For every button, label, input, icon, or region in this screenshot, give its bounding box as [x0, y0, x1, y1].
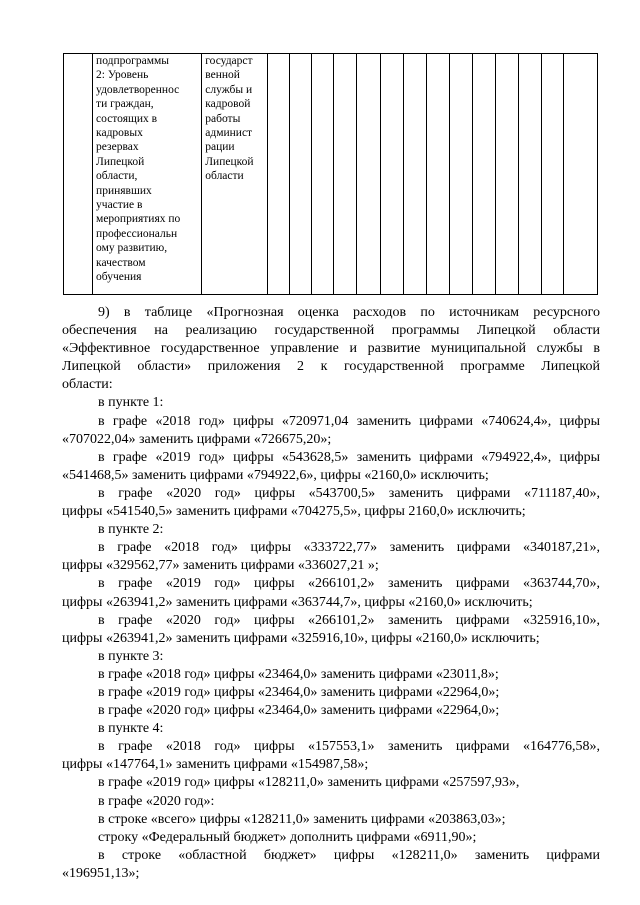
cell-line: работы	[205, 112, 241, 125]
text-line: в графе «2018 год» цифры «157553,1» заменить цифрами «164776,58»,	[98, 739, 600, 755]
text-line: «541468,5» заменить цифрами «794922,6», цифры «2160,0» исключить;	[62, 467, 489, 483]
text-line: в графе «2018 год» цифры «333722,77» заменить цифрами «340187,21»,	[98, 540, 600, 556]
table-cell-empty	[403, 54, 426, 295]
text-line: в графе «2020 год» цифры «266101,2» заменить цифрами «325916,10»,	[98, 612, 600, 628]
table-cell-empty	[312, 54, 334, 295]
text-line: Липецкой области» приложения 2 к государственной программе Липецкой	[62, 359, 600, 375]
text-line: в строке «областной бюджет» цифры «128211,0» заменить цифрами	[98, 847, 600, 863]
cell-line: рации	[205, 141, 235, 154]
text-line: цифры «263941,2» заменить цифрами «363744,7», цифры «2160,0» исключить;	[62, 594, 533, 610]
table-cell-number	[64, 54, 93, 295]
item-label: в пункте 1:	[98, 395, 164, 411]
text-line: цифры «541540,5» заменить цифрами «704275,5», цифры 2160,0» исключить;	[62, 504, 526, 520]
cell-line: Липецкой	[205, 155, 254, 168]
item-label: в пункте 3:	[98, 648, 164, 664]
text-line: «196951,13»;	[62, 865, 140, 881]
table-cell-empty	[380, 54, 403, 295]
text-line: в графе «2020 год» цифры «23464,0» заменить цифрами «22964,0»;	[98, 703, 500, 719]
text-line: обеспечения на реализацию государственной программы Липецкой области	[62, 323, 600, 339]
cell-line: мероприятиях по	[96, 213, 181, 226]
cell-line: службы и	[205, 83, 253, 96]
cell-line: качеством	[96, 256, 146, 269]
cell-line: резервах	[96, 141, 139, 154]
table-cell-indicator	[93, 54, 202, 295]
cell-line: профессиональн	[96, 227, 178, 240]
text-line: цифры «263941,2» заменить цифрами «325916,10», цифры «2160,0» исключить;	[62, 630, 540, 646]
table-cell-empty	[518, 54, 541, 295]
text-line: в графе «2018 год» цифры «23464,0» заменить цифрами «23011,8»;	[98, 666, 499, 682]
text-line: в строке «всего» цифры «128211,0» заменить цифрами «203863,03»;	[98, 811, 506, 827]
cell-line: государст	[205, 55, 253, 67]
text-line: в графе «2020 год» цифры «543700,5» заменить цифрами «711187,40»,	[98, 485, 600, 501]
cell-line: ти граждан,	[96, 98, 154, 111]
cell-line: принявших	[96, 184, 152, 197]
cell-line: области	[205, 170, 244, 183]
text-line: цифры «329562,77» заменить цифрами «336027,21 »;	[62, 558, 379, 574]
text-line: цифры «147764,1» заменить цифрами «154987,58»;	[62, 757, 369, 773]
text-line: в графе «2019 год» цифры «266101,2» заменить цифрами «363744,70»,	[98, 576, 600, 592]
table-cell-empty	[563, 54, 597, 295]
text-line: строку «Федеральный бюджет» дополнить цифрами «6911,90»;	[98, 829, 477, 845]
table-cell-empty	[541, 54, 563, 295]
text-line: в графе «2019 год» цифры «23464,0» заменить цифрами «22964,0»;	[98, 684, 500, 700]
item-label: в пункте 2:	[98, 522, 164, 538]
cell-line: венной	[205, 69, 240, 82]
table-cell-empty	[426, 54, 449, 295]
table-cell-executor	[202, 54, 268, 295]
table-cell-empty	[495, 54, 518, 295]
table-cell-empty	[290, 54, 312, 295]
item-label: в пункте 4:	[98, 721, 164, 737]
text-line: в графе «2020 год»:	[98, 793, 215, 809]
amendment-text	[62, 304, 600, 883]
cell-line: области,	[96, 170, 138, 183]
table-cell-empty	[268, 54, 290, 295]
text-line: 9) в таблице «Прогнозная оценка расходов по источникам ресурсного	[98, 305, 600, 320]
table-row	[64, 54, 598, 295]
cell-line: состоящих в	[96, 112, 158, 125]
table-cell-empty	[357, 54, 380, 295]
cell-line: участие в	[96, 199, 143, 212]
cell-line: кадровой	[205, 98, 251, 111]
cell-line: обучения	[96, 271, 142, 284]
cell-line: удовлетвореннос	[96, 83, 180, 96]
text-line: в графе «2018 год» цифры «720971,04 заменить цифрами «740624,4», цифры	[98, 413, 600, 429]
table-cell-empty	[449, 54, 472, 295]
table-cell-empty	[334, 54, 357, 295]
cell-line: Липецкой	[96, 155, 145, 168]
text-line: в графе «2019 год» цифры «128211,0» заменить цифрами «257597,93»,	[98, 775, 520, 791]
text-line: «Эффективное государственное управление и развитие муниципальной службы в	[62, 341, 600, 357]
text-line: области:	[62, 377, 113, 393]
table-cell-empty	[472, 54, 495, 295]
cell-line: подпрограммы	[96, 55, 169, 67]
indicators-table-fragment	[63, 53, 598, 295]
text-line: «707022,04» заменить цифрами «726675,20»;	[62, 431, 332, 447]
cell-line: ому развитию,	[96, 242, 168, 255]
cell-line: кадровых	[96, 127, 143, 140]
cell-line: админист	[205, 127, 253, 140]
cell-line: 2: Уровень	[96, 69, 149, 82]
text-line: в графе «2019 год» цифры «543628,5» заменить цифрами «794922,4», цифры	[98, 449, 600, 465]
